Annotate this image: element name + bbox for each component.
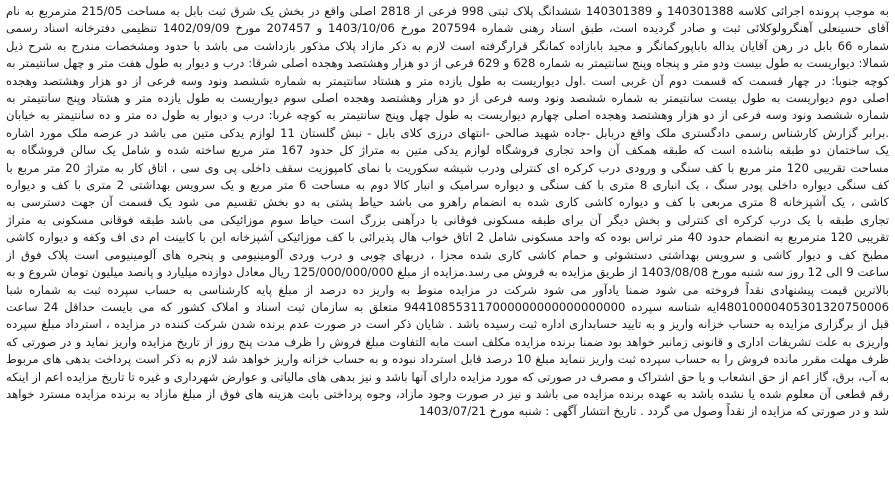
notice-line-20: واریزی به علت تشریفات اداری و قانونی زمانبر خواهد بود ضمنا برنده مزایده مکلف است مابه التفاوت مبلغ فروش را ظرف مدت پنج روز از تاریخ مزایده واریز نماید و در صورتی که: [6, 334, 889, 349]
notice-line-5: کوچه جنوبا: در چهار قسمت که قسمت دوم آن غربی است .اول دیواریست به طول یازده متر و هشتاد سانتیمتر به شماره ششصد ونود وسه فرعی از دو هزار وهشتصد وهجده: [6, 73, 889, 88]
notice-line-16: ساعت 9 الی 12 روز سه شنبه مورخ 1403/08/08 از طریق مزایده به فروش می رسد.مزایده از مبلغ 125/000/000/000 ریال معادل دوازده میلیارد و پانصد میلیون تومان شروع و به: [6, 265, 889, 280]
notice-line-13: تجاری طبقه با یک درب کرکره ای کنترلی و بخش دیگر آن برای طبقه مسکونی فوقانی با درآهنی بزرگ است حیاط سوم موزائیکی می باشد طبقه فوقانی مسکونی به متراژ: [6, 212, 889, 227]
notice-line-7: شماره ششصد ونود وسه فرعی از دو هزار وهشتصد وهجده اصلی چهارم دیواریست به طول چهل وپنج سانتیمتر به کوچه غربا: درب و دیوار به طول ده متر و ده سانتیمتر به خیابان: [6, 108, 889, 123]
notice-line-6: اصلی دوم دیواریست به طول بیست سانتیمتر به شماره ششصد ونود وسه فرعی از دو هزار وهشتصد وهجده اصلی سوم دیواریست به طول یازده متر و هشتاد وپنج سانتیمتر به: [6, 91, 889, 106]
notice-line-1: به موجب پرونده اجرائی کلاسه 140301388 و 140301389 ششدانگ پلاک ثبتی 998 فرعی از 2818 اصلی واقع در بخش یک شرق ثبت بابل به مساحت 215/05 مترمربع به نام: [6, 4, 889, 18]
notice-line-2: آقای حسینعلی آهنگرولوکلائی ثبت و صادر گردیده است، طبق اسناد رهنی شماره 207594 مورخ 1403/10/06 و 207457 مورخ 1402/09/09 تنظیمی دفترخانه اسناد رسمی: [6, 21, 889, 36]
notice-line-18: 48010000405301320750006ایه شناسه سپرده 944108553117000000000000000000 متعلق به سازمان ثبت اسناد و املاک کشور که می بایست حداقل 24 ساعت: [6, 299, 889, 314]
notice-line-8: .برابر گزارش کارشناس رسمی دادگستری ملک واقع دربابل -جاده شهید صالحی -انتهای درزی کلای بابل - نبش گلستان 11 لوازم یدکی متین می باشد در عرصه ملک مورد اشاره: [6, 125, 889, 140]
notice-line-17: بالاترین قیمت پیشنهادی نقداً فروخته می شود ضمنا یادآور می شود شرکت در مزایده منوط به واریز ده درصد از مبلغ پایه کارشناسی به حساب سپرده ثبت به شماره شبا: [6, 282, 889, 297]
notice-line-11: کف سنگی دیواره داخلی پودر سنگ ، یک انباری 8 متری با کف سنگی و دیواره سرامیک و انبار کالا دوم به مساحت 6 متر مربع و یک سرویس بهداشتی 2 متری با کف و دیواره: [6, 178, 889, 193]
notice-line-3: شماره 66 بابل در رهن آقایان یداله باباپورکمانگر و مجید بابازاده کمانگر قرارگرفته است لازم به ذکر مازاد پلاک مذکور بازداشت می باشد با حدود ومشخصات مندرج به شرح ذیل: [6, 38, 889, 53]
notice-line-12: کاشی ، یک آشپزخانه 8 متری مربعی با کف و دیواره کاشی کاری شده به انضمام راهرو می باشد حیاط پشتی به دو بخش تقسیم می شود یک قسمت آن جهت دسترسی به: [6, 195, 889, 210]
notice-line-9: یک ساختمان دو طبقه بناشده است که طبقه همکف آن واحد تجاری فروشگاه لوازم یدکی متین به متراژ کل حدود 167 متر مربع ساخته شده و شامل یک سالن فروشگاه به: [6, 143, 889, 158]
notice-line-19: قبل از برگزاری مزایده به حساب خزانه واریز و به تایید حسابداری اداره ثبت رسیده باشد . شایان ذکر است در صورت عدم برنده شدن شرکت کننده در مزایده ، استرداد مبلغ سپرده: [6, 317, 889, 332]
notice-line-24: شد و در صورتی که مزایده از نقداً وصول می گردد . تاریخ انتشار آگهی : شنبه مورخ 1403/07/21: [419, 404, 889, 419]
notice-line-14: تقریبی 120 مترمربع به انضمام حدود 40 متر تراس بوده که واحد مسکونی شامل 2 اتاق خواب هال پذیرائی با کف موزائیکی آشپزخانه این با کابینت ام دی اف وکفه و دیواره کاشی: [6, 230, 889, 245]
notice-line-23: رقم قطعی آن معلوم شده یا نشده باشد به عهده برنده مزایده می باشد و نیز در صورت وجود مازاد، وجوه پرداختی بابت هزینه های فوق از مبلغ مازاد به برنده مزایده مسترد خواهد: [6, 386, 889, 401]
notice-line-21: ظرف مهلت مقرر مانده فروش را به حساب سپرده ثبت واریز ننماید مبلغ 10 درصد قابل استرداد نبوده و به حساب خزانه واریز خواهد شد لازم به ذکر است پرداخت بدهی های مربوط: [6, 352, 889, 367]
notice-line-4: شمالا: دیواریست به طول بیست ودو متر و پنجاه وپنج سانتیمتر به شماره 628 و 629 فرعی از دو هزار وهشتصد وهجده اصلی شرقا: درب و دیوار به طول هفت متر و چهل سانتیمتر به: [6, 56, 889, 71]
notice-line-10: مساحت تقریبی 120 متر مربع با کف سنگی و ورودی درب کرکره ای کنترلی ودرب شیشه سکوریت با نمای کامپوزیت سقف داخلی پی وی سی ، اتاق کار به متراژ 20 متر مربع با: [6, 160, 889, 175]
notice-line-15: مطبخ کف و دیوار کاشی و سرویس بهداشتی دستشوئی و حمام کاشی کاری شده مجزا ، دربهای چوبی و درب وردی آلومینیومی و پنجره های آلومینیومی است پلاک فوق از: [6, 247, 889, 262]
notice-line-22: به آب، برق، گاز اعم از حق انشعاب و یا حق اشتراک و مصرف در صورتی که مورد مزایده دارای آنها باشد و نیز بدهی های مالیاتی و عوارض شهرداری و غیره تا تاریخ مزایده اعم از اینکه: [6, 369, 889, 384]
